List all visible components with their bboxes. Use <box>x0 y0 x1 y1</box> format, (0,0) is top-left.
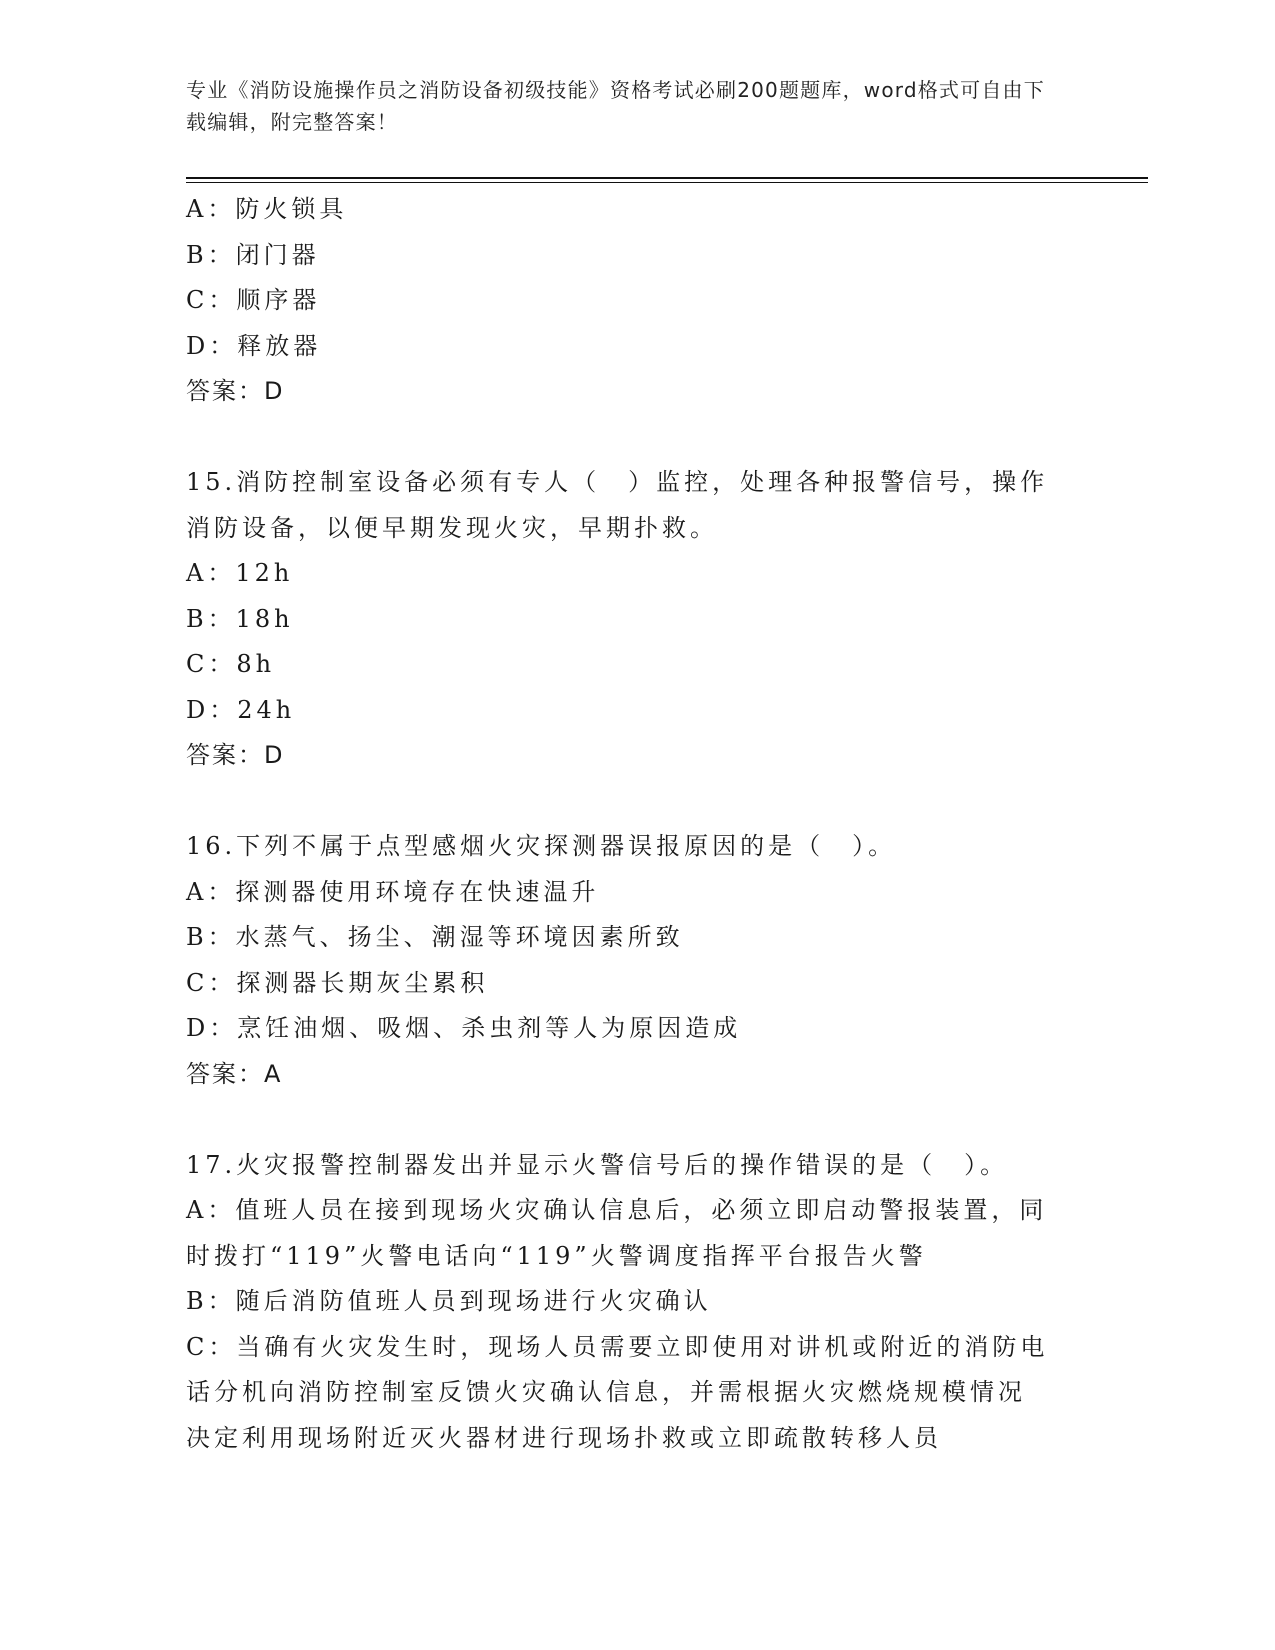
option-c: C：顺序器 <box>186 286 321 314</box>
question-17-block <box>186 1143 1076 1462</box>
answer-label: 答案：D <box>186 741 285 769</box>
question-text: 17.火灾报警控制器发出并显示火警信号后的操作错误的是（ ）。 <box>186 1150 1009 1179</box>
question-list <box>186 187 1076 1461</box>
option-a-line-1: A：值班人员在接到现场火灾确认信息后，必须立即启动警报装置，同 <box>186 1196 1048 1224</box>
option-b: B：闭门器 <box>186 240 320 269</box>
spacer <box>186 415 1076 461</box>
option-a: A：探测器使用环境存在快速温升 <box>186 877 600 906</box>
question-text: 16.下列不属于点型感烟火灾探测器误报原因的是（ ）。 <box>186 832 897 860</box>
question-text-line-1: 15.消防控制室设备必须有专人（ ）监控，处理各种报警信号，操作 <box>186 468 1049 496</box>
option-b: B：18h <box>186 604 294 633</box>
option-a-line-2: 时拨打“119”火警电话向“119”火警调度指挥平台报告火警 <box>186 1241 927 1270</box>
option-a: A：防火锁具 <box>186 195 348 223</box>
question-14-block <box>186 187 1076 415</box>
question-text-line-2: 消防设备，以便早期发现火灾，早期扑救。 <box>186 513 718 542</box>
question-15-block <box>186 460 1076 779</box>
option-c-line-1: C：当确有火灾发生时，现场人员需要立即使用对讲机或附近的消防电 <box>186 1332 1049 1361</box>
option-d: D：24h <box>186 695 296 724</box>
answer-label: 答案：A <box>186 1059 283 1088</box>
option-b: B：随后消防值班人员到现场进行火灾确认 <box>186 1287 712 1315</box>
option-c-line-3: 决定利用现场附近灭火器材进行现场扑救或立即疏散转移人员 <box>186 1423 942 1452</box>
document-header: 专业《消防设施操作员之消防设备初级技能》资格考试必刷200题题库，word格式可自由下载编辑，附完整答案！ <box>186 78 1045 134</box>
answer-label: 答案：D <box>186 377 285 405</box>
option-d: D：释放器 <box>186 331 322 360</box>
header-divider-thin <box>186 182 1148 183</box>
question-16-block <box>186 824 1076 1097</box>
spacer <box>186 1097 1076 1143</box>
header-divider-thick <box>186 177 1148 179</box>
option-d: D：烹饪油烟、吸烟、杀虫剂等人为原因造成 <box>186 1014 742 1042</box>
option-c: C：8h <box>186 650 276 678</box>
spacer <box>186 779 1076 825</box>
option-c: C：探测器长期灰尘累积 <box>186 968 489 997</box>
option-b: B：水蒸气、扬尘、潮湿等环境因素所致 <box>186 923 684 951</box>
option-a: A：12h <box>186 559 294 587</box>
option-c-line-2: 话分机向消防控制室反馈火灾确认信息，并需根据火灾燃烧规模情况 <box>186 1378 1026 1406</box>
